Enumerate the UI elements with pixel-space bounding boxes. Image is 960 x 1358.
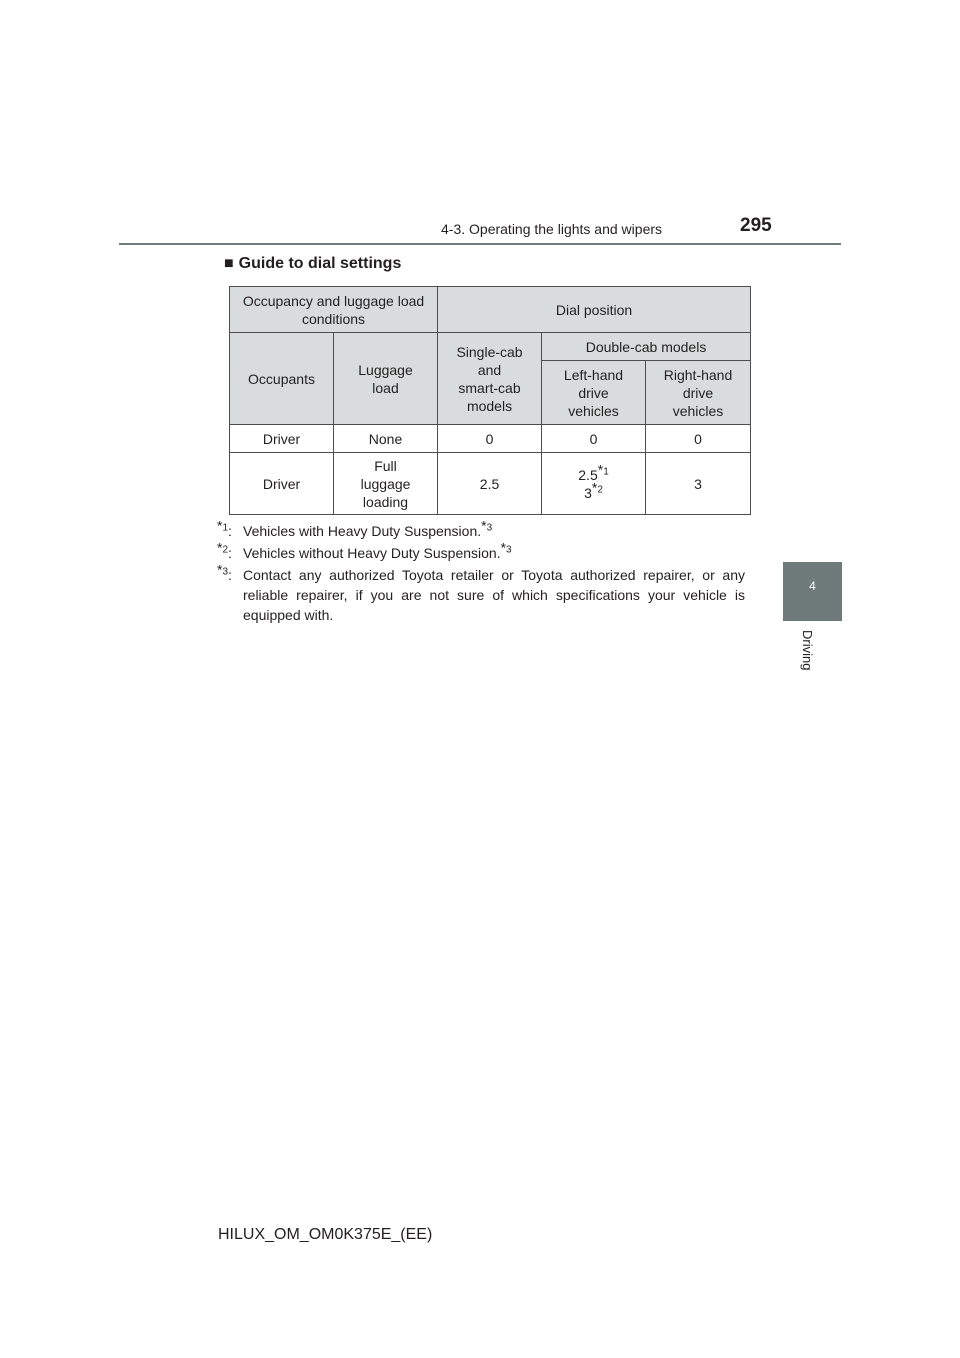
footnote-number: 2: [222, 544, 229, 556]
table-row: [230, 453, 751, 515]
asterisk-icon: *: [481, 517, 487, 534]
chapter-tab: [783, 562, 842, 621]
heading-text: Guide to dial settings: [238, 255, 402, 272]
footnote: *$^2$: Vehicles without Heavy Duty Suspension.*$^3$: [217, 539, 512, 561]
header-dial-position: Dial position: [438, 287, 751, 333]
table-row: [230, 425, 751, 453]
square-bullet-icon: ■: [224, 255, 234, 272]
asterisk-icon: *: [217, 561, 223, 578]
table-header-row: [230, 333, 751, 361]
header-occupants: Occupants: [230, 333, 334, 425]
cell-left-hand-drive: [542, 453, 646, 515]
cell-luggage: None: [334, 425, 438, 453]
value-hds: 2.5: [578, 466, 598, 483]
footnote-cross-ref: 3: [486, 522, 493, 534]
footnote: *$^1$: Vehicles with Heavy Duty Suspension.*$^3$: [217, 517, 493, 539]
header-single-cab: Single-cab and smart-cab models: [438, 333, 542, 425]
footnote-text: Contact any authorized Toyota retailer or Toyota authorized repairer, or any reliable repairer, if you are not sure of which specifications your vehicle is equipped with.: [243, 567, 745, 623]
footnote-text: Vehicles with Heavy Duty Suspension.: [243, 523, 482, 539]
header-right-hand-drive: Right-hand drive vehicles: [646, 361, 751, 425]
page-header: [0, 0, 960, 250]
cell-single-cab: 0: [438, 425, 542, 453]
page-number: 295: [740, 215, 772, 236]
footnotes: [217, 517, 745, 627]
table-header-row: [230, 287, 751, 333]
footnote: *$^3$: Contact any authorized Toyota retailer or Toyota authorized repairer, or any reliable repairer, if you are not sure of which specifications your vehicle is equipped with.: [217, 561, 745, 623]
asterisk-icon: *: [500, 539, 507, 556]
chapter-number: 4: [809, 579, 816, 593]
section-heading: [224, 255, 401, 273]
header-rule: [119, 243, 841, 245]
header-double-cab: Double-cab models: [542, 333, 751, 361]
header-conditions: Occupancy and luggage load conditions: [230, 287, 438, 333]
cell-single-cab: 2.5: [438, 453, 542, 515]
footnote-ref: 1: [603, 465, 609, 477]
header-left-hand-drive: Left-hand drive vehicles: [542, 361, 646, 425]
cell-left-hand-drive: 0: [542, 425, 646, 453]
footnote-number: 3: [222, 566, 229, 578]
asterisk-icon: *: [597, 460, 604, 477]
asterisk-icon: *: [217, 539, 223, 556]
footnote-cross-ref: 3: [506, 544, 512, 556]
footnote-number: 1: [222, 522, 229, 534]
document-code: HILUX_OM_OM0K375E_(EE): [218, 1226, 433, 1243]
section-title: 4-3. Operating the lights and wipers: [441, 221, 663, 237]
dial-settings-table: [229, 286, 751, 515]
cell-right-hand-drive: 0: [646, 425, 751, 453]
header-luggage-load: Luggage load: [334, 333, 438, 425]
asterisk-icon: *: [217, 517, 223, 534]
asterisk-icon: *: [591, 478, 598, 495]
value-no-hds: 3: [584, 484, 592, 501]
cell-right-hand-drive: 3: [646, 453, 751, 515]
footnote-text: Vehicles without Heavy Duty Suspension.: [243, 545, 501, 561]
cell-occupants: Driver: [230, 453, 334, 515]
footnote-ref: 2: [597, 483, 603, 495]
cell-luggage: Full luggage loading: [334, 453, 438, 515]
chapter-label: Driving: [800, 630, 815, 671]
cell-occupants: Driver: [230, 425, 334, 453]
